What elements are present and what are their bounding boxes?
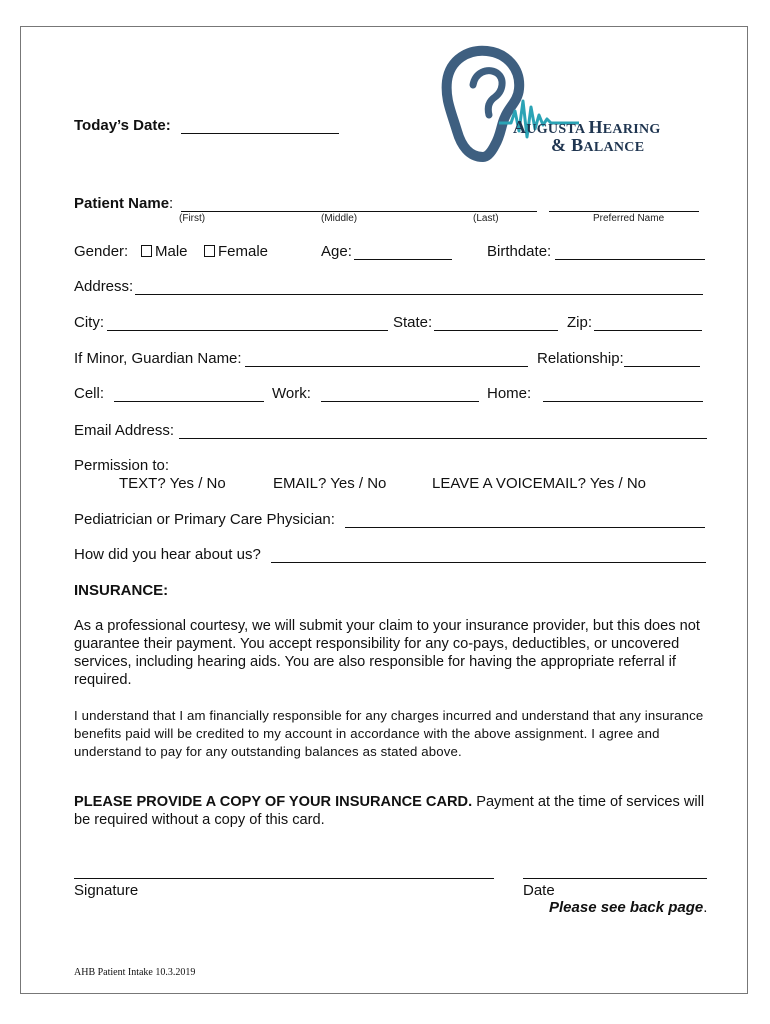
zip-label: Zip: <box>567 314 593 331</box>
preferred-name-field[interactable] <box>549 211 699 212</box>
permission-text[interactable]: TEXT? Yes / No <box>119 475 226 492</box>
birthdate-field[interactable] <box>555 259 705 260</box>
male-checkbox[interactable]: Male <box>141 243 188 260</box>
insurance-paragraph-1: As a professional courtesy, we will submit your claim to your insurance provider, but this does not guarantee their payment. You accept responsibility for any co-pays, deductibles, or uncovered services, including hearing aids. You are also responsible for having the appropriate referral if required. <box>74 618 700 688</box>
logo-line-2: & BALANCE <box>551 135 645 155</box>
intake-form-page <box>20 26 748 994</box>
referral-source-field[interactable] <box>271 562 706 563</box>
preferred-name-caption: Preferred Name <box>593 213 665 224</box>
signature-label: Signature <box>74 882 139 899</box>
checkbox-icon <box>204 245 215 257</box>
date-label: Date <box>523 882 555 899</box>
date-field[interactable] <box>523 878 707 879</box>
permission-voicemail[interactable]: LEAVE A VOICEMAIL? Yes / No <box>432 475 647 492</box>
zip-field[interactable] <box>594 330 702 331</box>
insurance-paragraph-2: I understand that I am financially responsible for any charges incurred and understand that any insurance benefits paid will be credited to my account in accordance with the above assignment. I agree and understand to pay for any outstanding balances as stated above. <box>74 708 704 759</box>
back-page-note: Please see back page. <box>549 899 708 916</box>
physician-label: Pediatrician or Primary Care Physician: <box>74 511 335 528</box>
home-field[interactable] <box>543 401 703 402</box>
age-label: Age: <box>321 243 352 260</box>
state-field[interactable] <box>434 330 558 331</box>
city-label: City: <box>74 314 104 331</box>
middle-name-caption: (Middle) <box>321 213 358 224</box>
signature-field[interactable] <box>74 878 494 879</box>
work-field[interactable] <box>321 401 479 402</box>
city-field[interactable] <box>107 330 388 331</box>
permission-label: Permission to: <box>74 457 170 474</box>
checkbox-icon <box>141 245 152 257</box>
permission-email[interactable]: EMAIL? Yes / No <box>273 475 387 492</box>
state-label: State: <box>393 314 433 331</box>
work-label: Work: <box>272 385 311 402</box>
insurance-heading: INSURANCE: <box>74 582 169 599</box>
insurance-card-notice: PLEASE PROVIDE A COPY OF YOUR INSURANCE CARD. Payment at the time of services will be required without a copy of this card. <box>74 794 705 828</box>
relationship-field[interactable] <box>624 366 700 367</box>
patient-name-field[interactable] <box>181 211 537 212</box>
todays-date-field[interactable] <box>181 133 339 134</box>
home-label: Home: <box>487 385 532 402</box>
guardian-name-field[interactable] <box>245 366 528 367</box>
last-name-caption: (Last) <box>473 213 499 224</box>
email-address-field[interactable] <box>179 438 707 439</box>
logo-line-1: AUGUSTA HEARING <box>513 117 661 137</box>
guardian-name-label: If Minor, Guardian Name: <box>74 350 242 367</box>
patient-name-label: Patient Name: <box>74 195 174 212</box>
footer-form-id: AHB Patient Intake 10.3.2019 <box>74 967 196 978</box>
first-name-caption: (First) <box>179 213 206 224</box>
physician-field[interactable] <box>345 527 705 528</box>
address-label: Address: <box>74 278 134 295</box>
address-field[interactable] <box>135 294 703 295</box>
logo <box>439 45 699 165</box>
gender-label: Gender: <box>74 243 129 260</box>
todays-date-label: Today’s Date: <box>74 117 171 134</box>
cell-label: Cell: <box>74 385 105 402</box>
relationship-label: Relationship: <box>537 350 624 367</box>
birthdate-label: Birthdate: <box>487 243 552 260</box>
cell-field[interactable] <box>114 401 264 402</box>
referral-source-label: How did you hear about us? <box>74 546 261 563</box>
female-checkbox[interactable]: Female <box>204 243 268 260</box>
age-field[interactable] <box>354 259 452 260</box>
email-address-label: Email Address: <box>74 422 175 439</box>
